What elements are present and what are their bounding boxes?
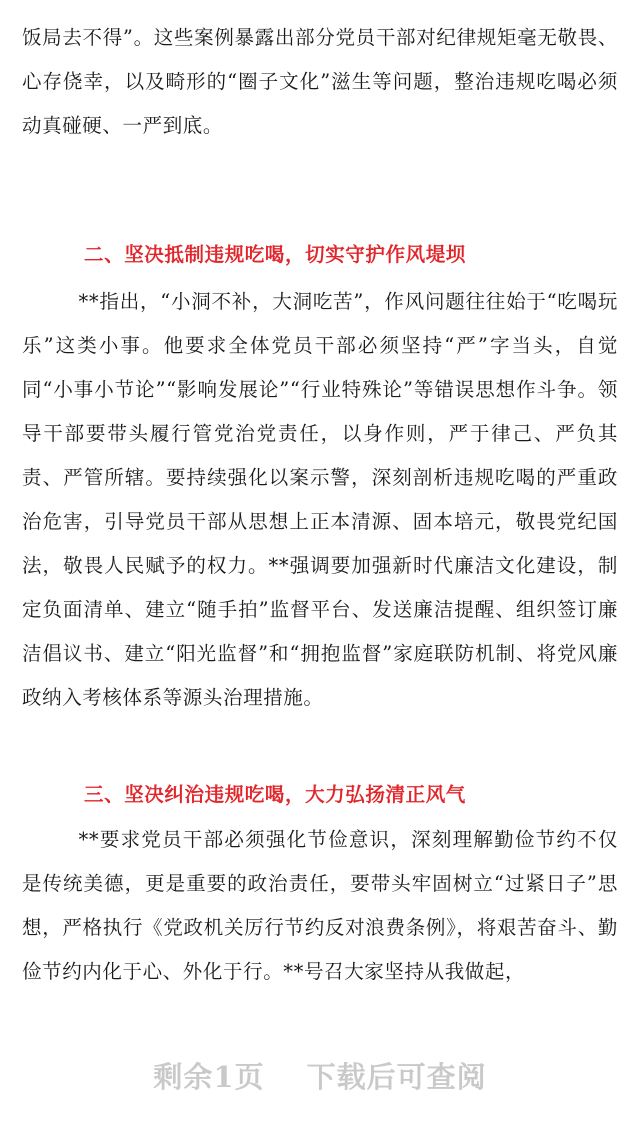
continuation-paragraph: 饭局去不得”。这些案例暴露出部分党员干部对纪律规矩毫无敬畏、心存侥幸，以及畸形的“圈子文化”滋生等问题，整治违规吃喝必须动真碰硬、一严到底。 — [22, 26, 618, 137]
section-body-3: **要求党员干部必须强化节俭意识，深刻理解勤俭节约不仅是传统美德，更是重要的政治责任，要带头牢固树立“过紧日子”思想，严格执行《党政机关厉行节约反对浪费条例》，将艰苦奋斗、勤俭节约内化于心、外化于行。**号召大家坚持从我做起， — [22, 828, 618, 983]
download-prompt-banner[interactable] — [0, 1052, 640, 1102]
section-heading-2: 二、坚决抵制违规吃喝，切实守护作风堤坝 — [84, 243, 466, 266]
remaining-pages-label: 剩余1页 — [153, 1060, 265, 1094]
section-heading-3: 三、坚决纠治违规吃喝，大力弘扬清正风气 — [84, 783, 466, 806]
download-hint-label: 下载后可查阅 — [306, 1060, 487, 1094]
section-body-2: **指出，“小洞不补，大洞吃苦”，作风问题往往始于“吃喝玩乐”这类小事。他要求全体党员干部必须坚持“严”字当头，自觉同“小事小节论”“影响发展论”“行业特殊论”等错误思想作斗争。领导干部要带头履行管党治党责任，以身作则，严于律己、严负其责、严管所辖。要持续强化以案示警，深刻剖析违规吃喝的严重政治危害，引导党员干部从思想上正本清源、固本培元，敬畏党纪国法，敬畏人民赋予的权力。**强调要加强新时代廉洁文化建设，制定负面清单、建立“随手拍”监督平台、发送廉洁提醒、组织签订廉洁倡议书、建立“阳光监督”和“拥抱监督”家庭联防机制、将党风廉政纳入考核体系等源头治理措施。 — [22, 290, 618, 709]
